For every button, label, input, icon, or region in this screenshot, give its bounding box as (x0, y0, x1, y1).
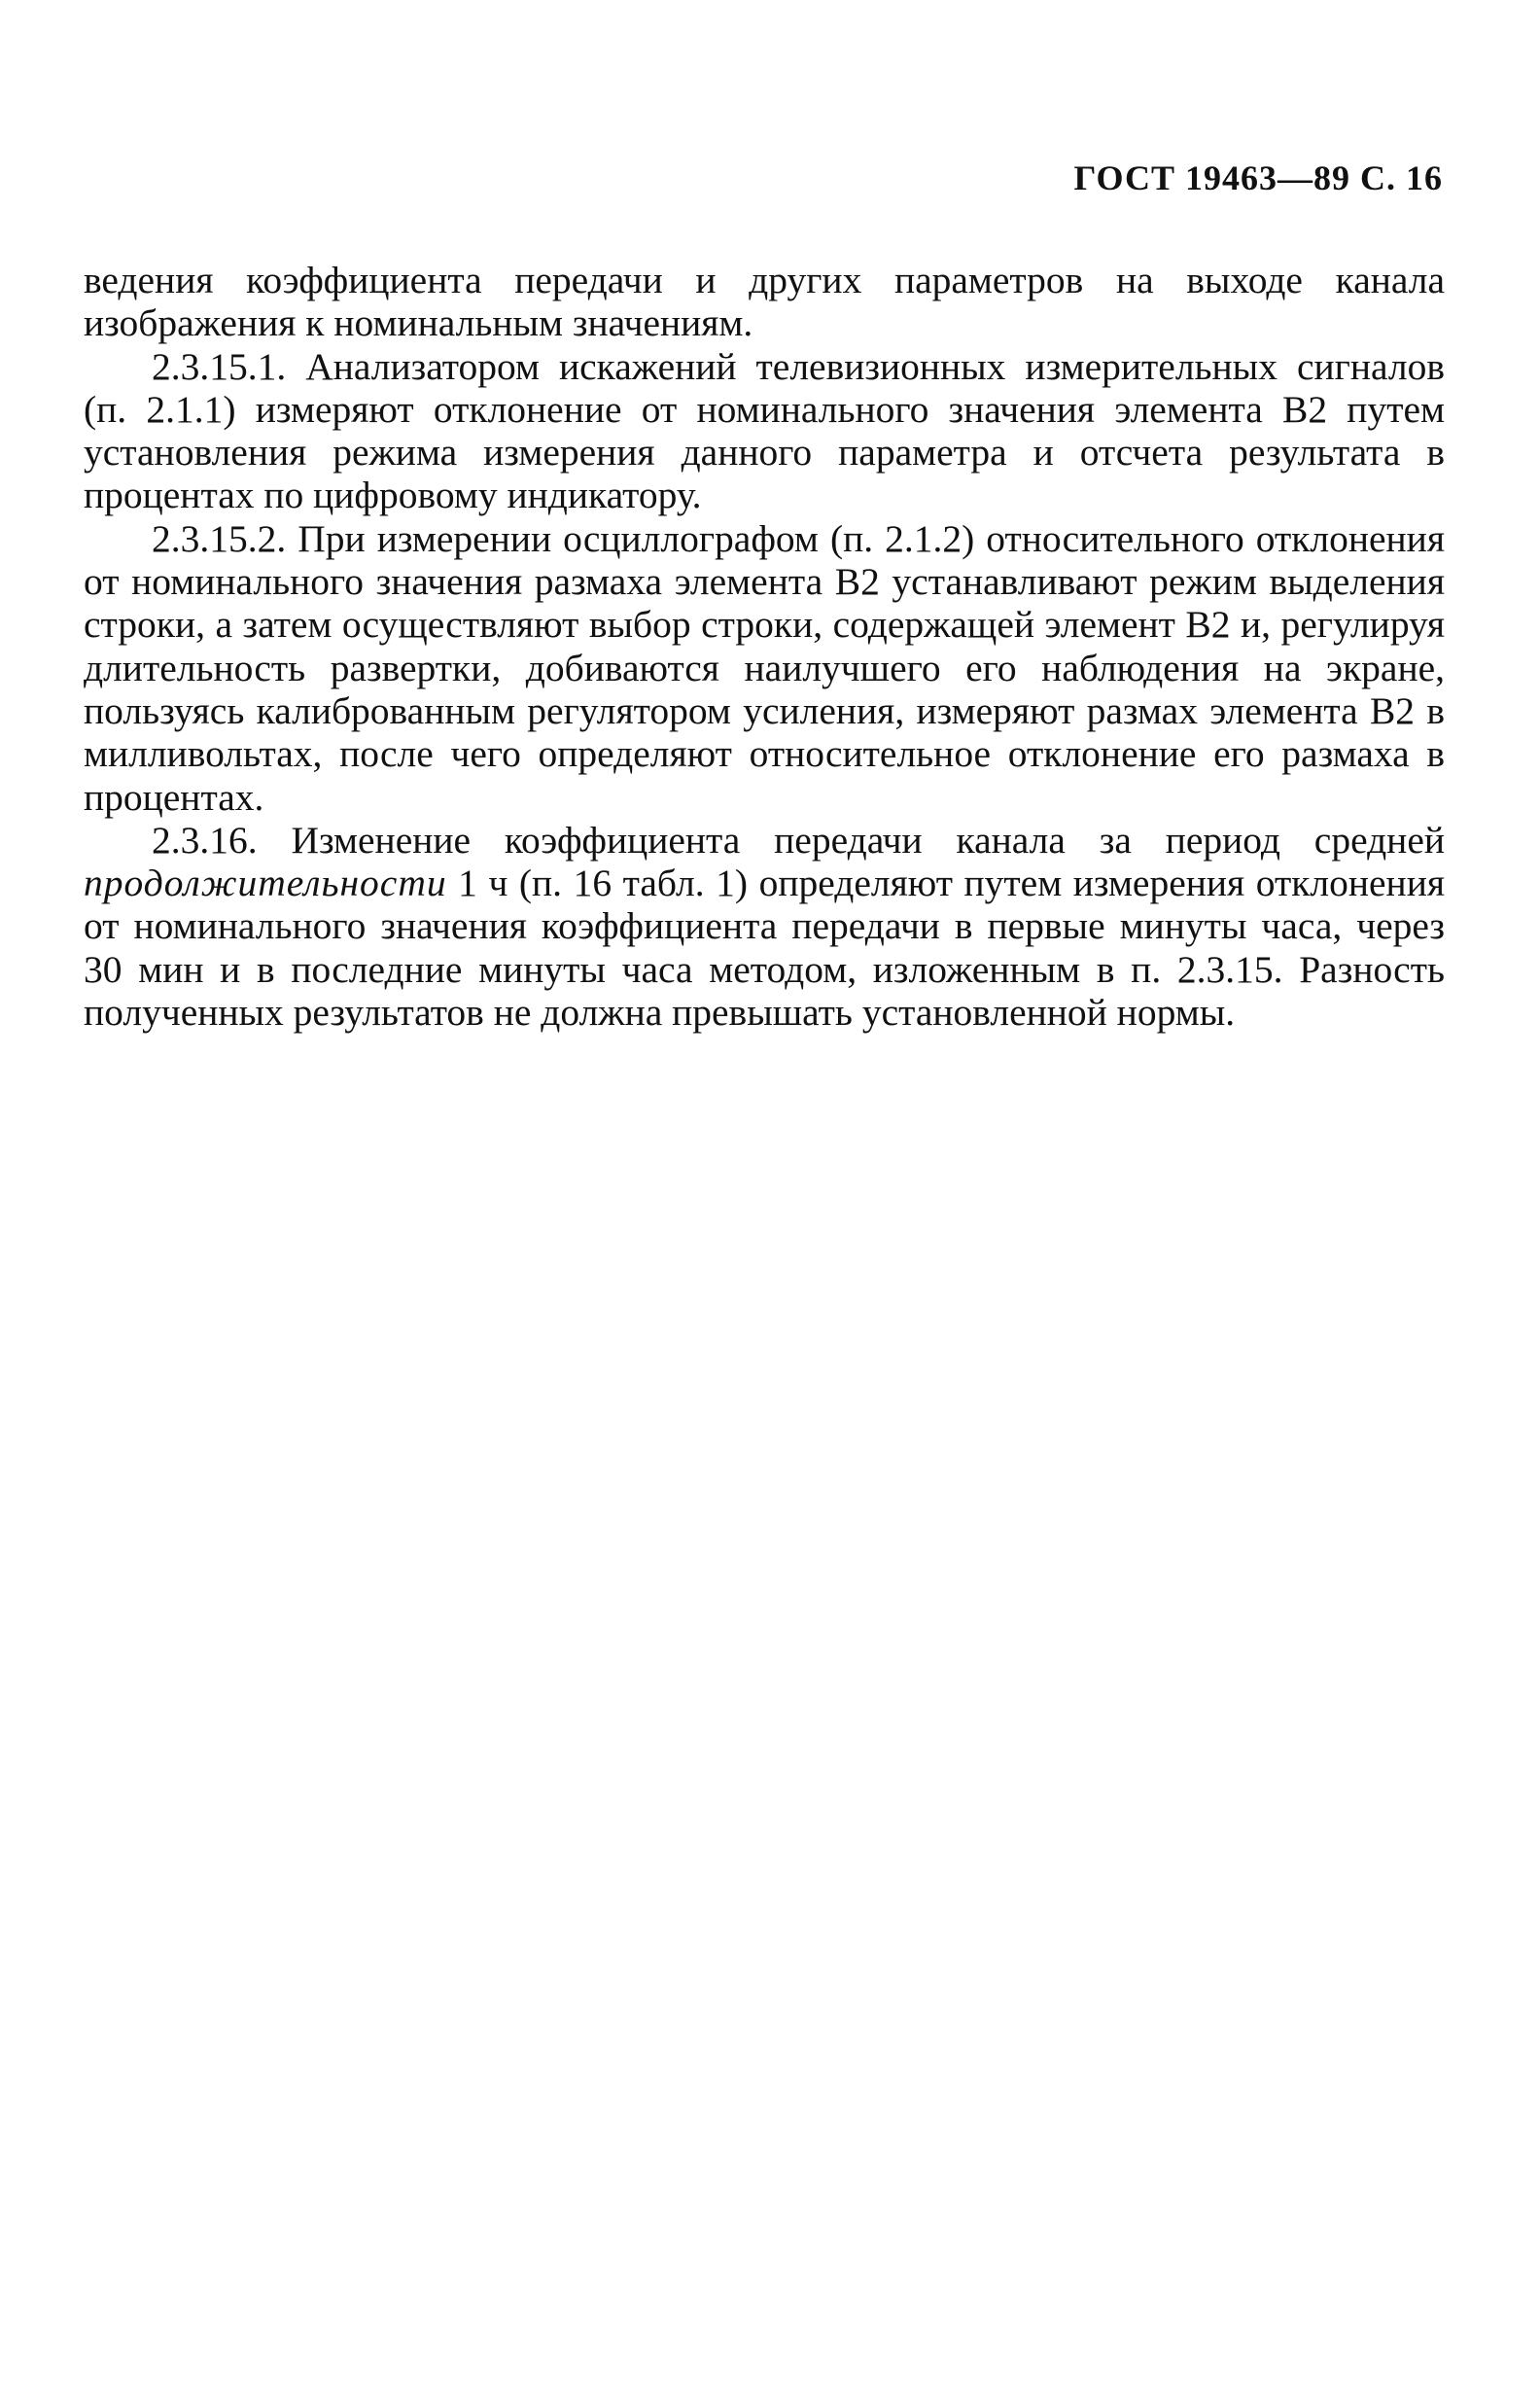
paragraph-2-3-16 (84, 819, 1445, 1034)
paragraph-text-end: 1 ч (п. 16 табл. 1) определяют путем измерения отклонения от номинального значения коэффициента передачи в первые минуты часа, через 30 мин и в последние минуты часа методом, изложенным в п. 2.3.15. Разность полученных результатов не должна превышать установленной нормы. (84, 862, 1445, 1035)
paragraph-text-start: 2.3.16. Изменение коэффициента передачи канала за период средней (152, 818, 1445, 862)
emphasized-term: продолжительности (84, 862, 447, 905)
page-header: ГОСТ 19463—89 С. 16 (1073, 158, 1443, 197)
paragraph-continuation: ведения коэффициента передачи и других параметров на выходе канала изображения к номинальным значениям. (84, 259, 1445, 345)
body-text (84, 259, 1445, 1034)
paragraph-2-3-15-1: 2.3.15.1. Анализатором искажений телевизионных измерительных сигналов (п. 2.1.1) измеряют отклонение от номинального значения элемента В2 путем установления режима измерения данного параметра и отсчета результата в процентах по цифровому индикатору. (84, 344, 1445, 517)
paragraph-2-3-15-2: 2.3.15.2. При измерении осциллографом (п. 2.1.2) относительного отклонения от номинального значения размаха элемента В2 устанавливают режим выделения строки, а затем осуществляют выбор строки, содержащей элемент В2 и, регулируя длительность развертки, добиваются наилучшего его наблюдения на экране, пользуясь калиброванным регулятором усиления, измеряют размах элемента В2 в милливольтах, после чего определяют относительное отклонение его размаха в процентах. (84, 516, 1445, 819)
